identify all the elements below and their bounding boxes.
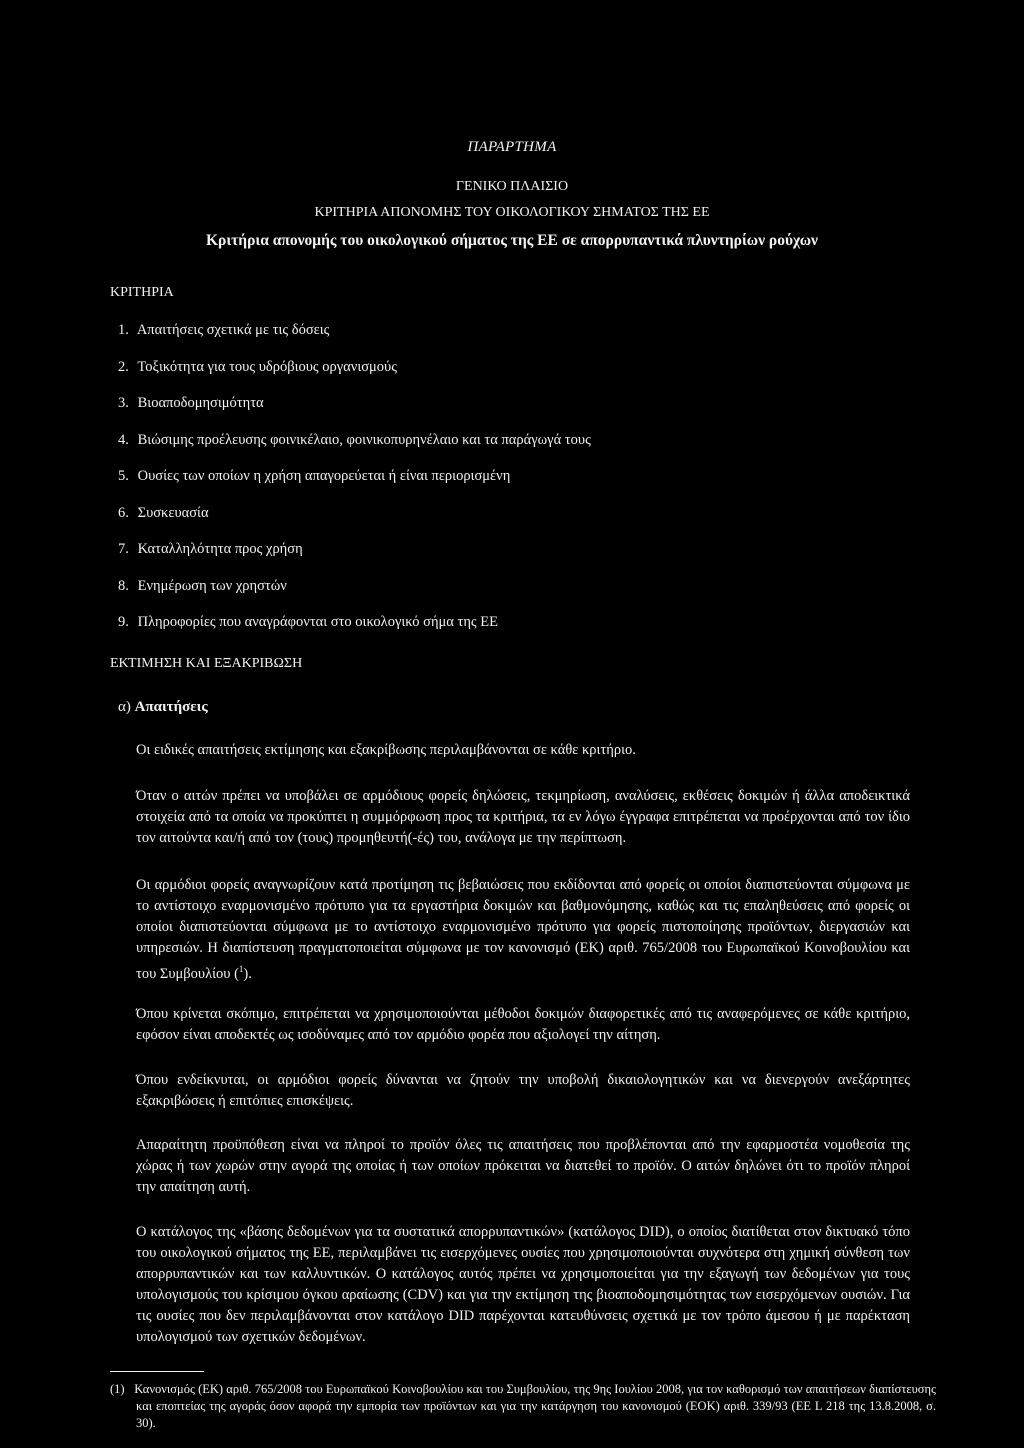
document-subtitle: Κριτήρια απονομής του οικολογικού σήματος της ΕΕ σε απορρυπαντικά πλυντηρίων ρούχων (206, 232, 818, 249)
footnote-divider (110, 1371, 204, 1372)
criteria-list-item: 3. Βιοαποδομησιμότητα (118, 395, 264, 411)
framework-heading: ΓΕΝΙΚΟ ΠΛΑΙΣΙΟ (455, 179, 569, 194)
paragraph: Οι ειδικές απαιτήσεις εκτίμησης και εξακρίβωσης περιλαμβάνονται σε κάθε κριτήριο. (136, 742, 636, 758)
criteria-list-item: 2. Τοξικότητα για τους υδρόβιους οργανισμούς (118, 358, 397, 375)
paragraph: Όπου ενδείκνυται, οι αρμόδιοι φορείς δύνανται να ζητούν την υποβολή δικαιολογητικών και να διενεργούν ανεξάρτητες εξακριβώσεις ή επιτόπιες επισκέψεις. (136, 1072, 910, 1109)
criteria-list-item: 5. Ουσίες των οποίων η χρήση απαγορεύεται ή είναι περιορισμένη (118, 468, 511, 484)
criteria-section-label: ΚΡΙΤΗΡΙΑ (110, 285, 174, 300)
criteria-main-heading: ΚΡΙΤΗΡΙΑ ΑΠΟΝΟΜΗΣ ΤΟΥ ΟΙΚΟΛΟΓΙΚΟΥ ΣΗΜΑΤΟΣ ΤΗΣ ΕΕ (314, 205, 710, 220)
paragraph: Ο κατάλογος της «βάσης δεδομένων για τα συστατικά απορρυπαντικών» (κατάλογος DID), ο οποίος διατίθεται στον δικτυακό τόπο του οικολογικού σήματος της ΕΕ, περιλαμβάνει τις εισερχόμενες ουσίες που χρησιμοποιούνται συχνότερα στη χημική σύνθεση των απορρυπαντικών και των καλλυντικών. Ο κατάλογος αυτός πρέπει να χρησιμοποιείται για την εξαγωγή των δεδομένων για τους υπολογισμούς του κρίσιμου όγκου αραίωσης (CDV) και για την εκτίμηση της βιοαποδομησιμότητας των εισερχόμενων ουσιών. Για τις ουσίες που δεν περιλαμβάνονται στον κατάλογο DID παρέχονται κατευθύνσεις σχετικά με τον τρόπο άμεσου ή με παρέκταση υπολογισμού των σχετικών δεδομένων. (136, 1224, 910, 1345)
criteria-list-item: 6. Συσκευασία (118, 504, 209, 521)
criteria-list-item: 1. Απαιτήσεις σχετικά με τις δόσεις (118, 322, 330, 338)
footnote-text: Κανονισμός (ΕΚ) αριθ. 765/2008 του Ευρωπαϊκού Κοινοβουλίου και του Συμβουλίου, της 9ης Ιουλίου 2008, για τον καθορισμό των απαιτήσεων διαπίστευσης και εποπτείας της αγοράς όσον αφορά την εμπορία των προϊόντων και για την κατάργηση του κανονισμού (ΕΟΚ) αριθ. 339/93 (ΕΕ L 218 της 13.8.2008, σ. 30). (134, 1382, 937, 1430)
paragraph: Όπου κρίνεται σκόπιμο, επιτρέπεται να χρησιμοποιούνται μέθοδοι δοκιμών διαφορετικές από τις αναφερόμενες σε κάθε κριτήριο, εφόσον είναι αποδεκτές ως ισοδύναμες από τον αρμόδιο φορέα που αξιολογεί την αίτηση. (136, 1006, 910, 1043)
paragraph: Οι αρμόδιοι φορείς αναγνωρίζουν κατά προτίμηση τις βεβαιώσεις που εκδίδονται από φορείς οι οποίοι διαπιστεύονται σύμφωνα με το αντίστοιχο εναρμονισμένο πρότυπο για τα εργαστήρια δοκιμών και βαθμονόμησης, καθώς και τις επαληθεύσεις από φορείς οι οποίοι διαπιστεύονται σύμφωνα με το αντίστοιχο εναρμονισμένο πρότυπο για φορείς πιστοποίησης προϊόντων, διεργασιών και υπηρεσιών. Η διαπίστευση πραγματοποιείται σύμφωνα με τον κανονισμό (ΕΚ) αριθ. 765/2008 του Ευρωπαϊκού Κοινοβουλίου και του Συμβουλίου ($^1$). (136, 877, 910, 982)
assessment-section-label: ΕΚΤΙΜΗΣΗ ΚΑΙ ΕΞΑΚΡΙΒΩΣΗ (110, 656, 303, 671)
criteria-list-item: 8. Ενημέρωση των χρηστών (118, 577, 287, 594)
annex-title: ΠΑΡΑΡΤΗΜΑ (467, 139, 557, 155)
criteria-list (118, 323, 591, 652)
footnote-marker: (1) (110, 1382, 125, 1396)
criteria-list-item: 4. Βιώσιμης προέλευσης φοινικέλαιο, φοινικοπυρηνέλαιο και τα παράγωγά τους (118, 431, 591, 448)
criteria-list-item: 7. Καταλληλότητα προς χρήση (118, 541, 303, 557)
subheading-prefix: α) (118, 699, 131, 715)
paragraph: Όταν ο αιτών πρέπει να υποβάλει σε αρμόδιους φορείς δηλώσεις, τεκμηρίωση, αναλύσεις, εκθέσεις δοκιμών ή άλλα αποδεικτικά στοιχεία από τα οποία να προκύπτει η συμμόρφωση προς τα κριτήρια, τα εν λόγω έγγραφα επιτρέπεται να προέρχονται από τον ίδιο τον αιτούντα και/ή από τον (τους) προμηθευτή(-ές) του, ανάλογα με την περίπτωση. (136, 788, 910, 846)
criteria-list-item: 9. Πληροφορίες που αναγράφονται στο οικολογικό σήμα της ΕΕ (118, 614, 499, 630)
footnote-reference[interactable]: 1 (238, 964, 244, 974)
footnote (110, 1381, 936, 1432)
subheading-title: Απαιτήσεις (134, 699, 208, 715)
requirements-subheading (118, 700, 208, 715)
paragraph: Απαραίτητη προϋπόθεση είναι να πληροί το προϊόν όλες τις απαιτήσεις που προβλέπονται από την εφαρμοστέα νομοθεσία της χώρας ή των χωρών στην αγορά της οποίας ή των οποίων πρόκειται να διατεθεί το προϊόν. Ο αιτών δηλώνει ότι το προϊόν πληροί την απαίτηση αυτή. (136, 1137, 910, 1195)
